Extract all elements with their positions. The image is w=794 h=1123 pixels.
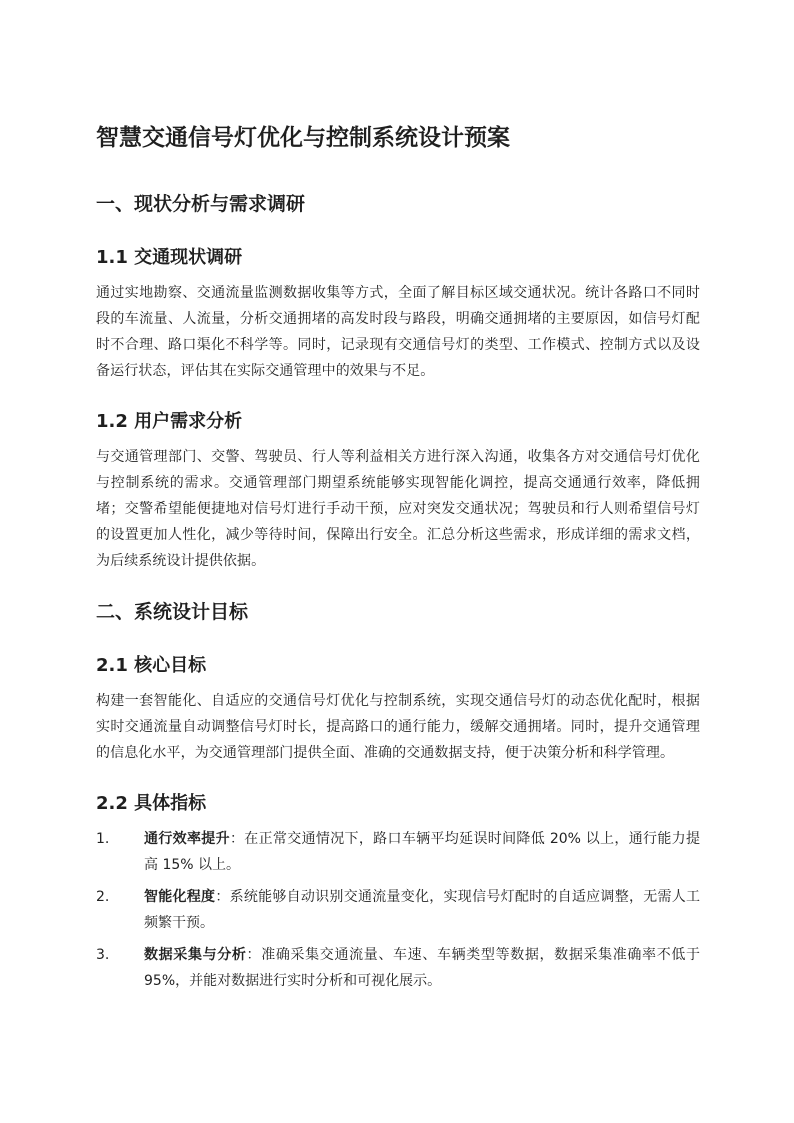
list-item [96, 942, 700, 994]
document-page [96, 120, 700, 1000]
list-item-number: 2. [96, 889, 110, 905]
paragraph-core-goal: 构建一套智能化、自适应的交通信号灯优化与控制系统，实现交通信号灯的动态优化配时，根据实时交通流量自动调整信号灯时长，提高路口的通行能力，缓解交通拥堵。同时，提升交通管理的信息化水平，为交通管理部门提供全面、准确的交通数据支持，便于决策分析和科学管理。 [96, 693, 700, 761]
document-title: 智慧交通信号灯优化与控制系统设计预案 [96, 125, 510, 151]
subsection-heading-traffic-survey: 1.1 交通现状调研 [96, 247, 243, 268]
list-item-term: 智能化程度 [144, 889, 216, 905]
list-item-number: 1. [96, 831, 110, 847]
section-heading-status-analysis: 一、现状分析与需求调研 [96, 193, 306, 215]
list-item-text: ：系统能够自动识别交通流量变化，实现信号灯配时的自适应调整，无需人工频繁干预。 [144, 889, 701, 931]
paragraph-traffic-survey: 通过实地勘察、交通流量监测数据收集等方式，全面了解目标区域交通状况。统计各路口不同时段的车流量、人流量，分析交通拥堵的高发时段与路段，明确交通拥堵的主要原因，如信号灯配时不合理、路口渠化不科学等。同时，记录现有交通信号灯的类型、工作模式、控制方式以及设备运行状态，评估其在实际交通管理中的效果与不足。 [96, 285, 700, 379]
list-item-term: 通行效率提升 [144, 831, 230, 847]
list-item [96, 826, 700, 878]
list-item-text: ：准确采集交通流量、车速、车辆类型等数据，数据采集准确率不低于 95%，并能对数据进行实时分析和可视化展示。 [144, 947, 701, 989]
section-heading-design-goals: 二、系统设计目标 [96, 601, 249, 623]
subsection-heading-specific-indicators: 2.2 具体指标 [96, 793, 207, 814]
list-item [96, 884, 700, 936]
list-item-number: 3. [96, 947, 110, 963]
subsection-heading-core-goal: 2.1 核心目标 [96, 655, 207, 676]
indicator-list [96, 826, 700, 994]
list-item-text: ：在正常交通情况下，路口车辆平均延误时间降低 20% 以上，通行能力提高 15% 以上。 [144, 831, 700, 873]
paragraph-user-needs: 与交通管理部门、交警、驾驶员、行人等利益相关方进行深入沟通，收集各方对交通信号灯优化与控制系统的需求。交通管理部门期望系统能够实现智能化调控，提高交通通行效率，降低拥堵；交警希望能便捷地对信号灯进行手动干预，应对突发交通状况；驾驶员和行人则希望信号灯的设置更加人性化，减少等待时间，保障出行安全。汇总分析这些需求，形成详细的需求文档，为后续系统设计提供依据。 [96, 449, 700, 569]
subsection-heading-user-needs: 1.2 用户需求分析 [96, 411, 243, 432]
list-item-term: 数据采集与分析 [144, 947, 247, 963]
